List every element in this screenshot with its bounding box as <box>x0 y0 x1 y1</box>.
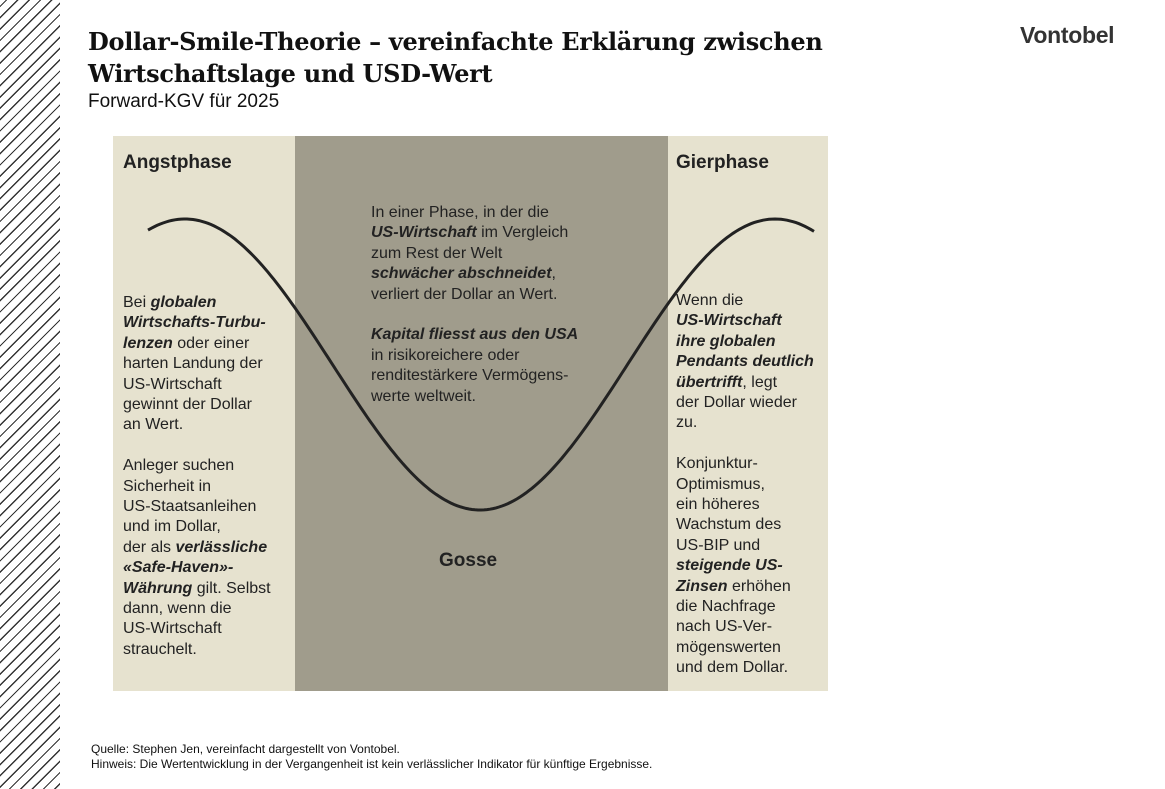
text-line <box>123 497 271 517</box>
text-line <box>676 597 814 617</box>
text-line <box>371 203 578 223</box>
emphasized-text: schwächer abschneidet <box>371 265 552 283</box>
text-segment: zu. <box>676 414 698 432</box>
text-line <box>371 264 578 284</box>
text-segment: der Dollar wieder <box>676 394 797 412</box>
text-segment: gilt. Selbst <box>192 579 271 597</box>
text-segment: gewinnt der Dollar <box>123 396 252 414</box>
text-line <box>676 454 814 474</box>
text-segment: verliert der Dollar an Wert. <box>371 285 558 303</box>
text-angstphase <box>123 293 271 660</box>
text-line <box>676 556 814 576</box>
emphasized-text: Kapital fliesst aus den USA <box>371 326 579 344</box>
text-segment: US-BIP und <box>676 536 761 554</box>
text-line <box>676 536 814 556</box>
emphasized-text: globalen <box>150 294 217 311</box>
emphasized-text: Währung <box>123 579 193 597</box>
disclaimer-note: Hinweis: Die Wertentwicklung in der Vergangenheit ist kein verlässlicher Indikator für künftige Ergebnisse. <box>91 757 653 771</box>
text-line <box>123 538 271 558</box>
text-line <box>371 366 578 386</box>
emphasized-text: ihre globalen <box>676 332 776 350</box>
text-segment: und dem Dollar. <box>676 659 789 677</box>
footer <box>91 742 652 772</box>
title-line-2: Wirtschaftslage und USD-Wert <box>88 59 493 88</box>
text-line <box>123 293 271 313</box>
text-segment: harten Landung der <box>123 355 263 373</box>
text-segment: zum Rest der Welt <box>371 244 503 262</box>
text-line <box>676 332 814 352</box>
text-line <box>371 223 578 243</box>
text-line <box>371 285 578 305</box>
text-segment: renditestärkere Vermögens- <box>371 367 569 385</box>
text-segment: an Wert. <box>123 416 184 434</box>
heading-gosse: Gosse <box>439 550 498 571</box>
text-line <box>123 599 271 619</box>
emphasized-text: verlässliche <box>175 538 268 556</box>
emphasized-text: US-Wirtschaft <box>676 312 782 330</box>
text-line <box>123 436 271 456</box>
text-segment: dann, wenn die <box>123 600 232 618</box>
text-segment: Optimismus, <box>676 475 765 493</box>
text-line <box>123 415 271 435</box>
text-line <box>123 395 271 415</box>
text-line <box>676 617 814 637</box>
text-line <box>123 579 271 599</box>
emphasized-text: Zinsen <box>676 577 728 595</box>
text-line <box>676 515 814 535</box>
text-gosse <box>371 203 578 407</box>
text-line <box>123 313 271 333</box>
emphasized-text: steigende US- <box>676 557 783 575</box>
text-line <box>123 477 271 497</box>
text-segment: Bei <box>123 294 151 311</box>
text-line <box>123 456 271 476</box>
title-line-1: Dollar-Smile-Theorie – vereinfachte Erklärung zwischen <box>88 27 823 56</box>
text-segment: die Nachfrage <box>676 598 776 616</box>
text-segment: Konjunktur- <box>676 455 758 473</box>
page-title <box>88 26 823 90</box>
text-line <box>123 517 271 537</box>
text-line <box>676 638 814 658</box>
text-line <box>676 495 814 515</box>
emphasized-text: Wirtschafts-Turbu- <box>123 314 266 332</box>
text-segment: mögenswerten <box>676 638 781 656</box>
hatched-margin <box>0 0 60 789</box>
emphasized-text: übertrifft <box>676 373 743 391</box>
text-segment: , legt <box>742 373 778 391</box>
text-segment: Anleger suchen <box>123 457 235 475</box>
text-line <box>676 577 814 597</box>
text-segment: erhöhen <box>727 577 791 595</box>
text-line <box>371 244 578 264</box>
text-line <box>371 325 578 345</box>
text-segment: im Vergleich <box>476 224 569 242</box>
vontobel-logo: Vontobel <box>1020 22 1115 48</box>
source-note: Quelle: Stephen Jen, vereinfacht dargestellt von Vontobel. <box>91 742 400 756</box>
text-line <box>676 475 814 495</box>
text-line <box>123 334 271 354</box>
emphasized-text: Pendants deutlich <box>676 353 814 371</box>
heading-angstphase: Angstphase <box>123 152 232 173</box>
text-segment: Sicherheit in <box>123 477 212 495</box>
text-line <box>676 413 814 433</box>
text-line <box>676 393 814 413</box>
text-segment: der als <box>123 538 176 556</box>
text-segment: US-Wirtschaft <box>123 375 222 393</box>
text-segment: US-Wirtschaft <box>123 620 222 638</box>
text-line <box>676 352 814 372</box>
text-line <box>676 434 814 454</box>
text-segment: In einer Phase, in der die <box>371 204 549 221</box>
text-segment: ein höheres <box>676 496 760 514</box>
text-line <box>371 346 578 366</box>
subtitle: Forward-KGV für 2025 <box>88 91 280 112</box>
text-line <box>676 291 814 311</box>
text-segment: und im Dollar, <box>123 518 221 536</box>
emphasized-text: «Safe-Haven»- <box>123 559 234 577</box>
text-segment: oder einer <box>172 334 250 352</box>
dollar-smile-diagram <box>113 136 828 691</box>
text-line <box>676 658 814 678</box>
text-segment: strauchelt. <box>123 640 197 658</box>
text-line <box>123 375 271 395</box>
text-line <box>123 558 271 578</box>
emphasized-text: US-Wirtschaft <box>371 224 477 242</box>
text-line <box>676 373 814 393</box>
text-segment: werte weltweit. <box>371 387 476 405</box>
text-line <box>676 311 814 331</box>
text-segment: Wachstum des <box>676 516 782 534</box>
text-segment: US-Staatsanleihen <box>123 498 257 516</box>
text-line <box>123 640 271 660</box>
emphasized-text: lenzen <box>123 334 173 352</box>
text-segment: in risikoreichere oder <box>371 346 520 364</box>
text-segment: nach US-Ver- <box>676 618 773 636</box>
text-line <box>371 305 578 325</box>
text-segment: , <box>551 265 556 283</box>
text-line <box>123 354 271 374</box>
text-gierphase <box>676 291 814 679</box>
text-segment: Wenn die <box>676 292 744 309</box>
text-line <box>371 387 578 407</box>
text-line <box>123 619 271 639</box>
heading-gierphase: Gierphase <box>676 152 769 173</box>
